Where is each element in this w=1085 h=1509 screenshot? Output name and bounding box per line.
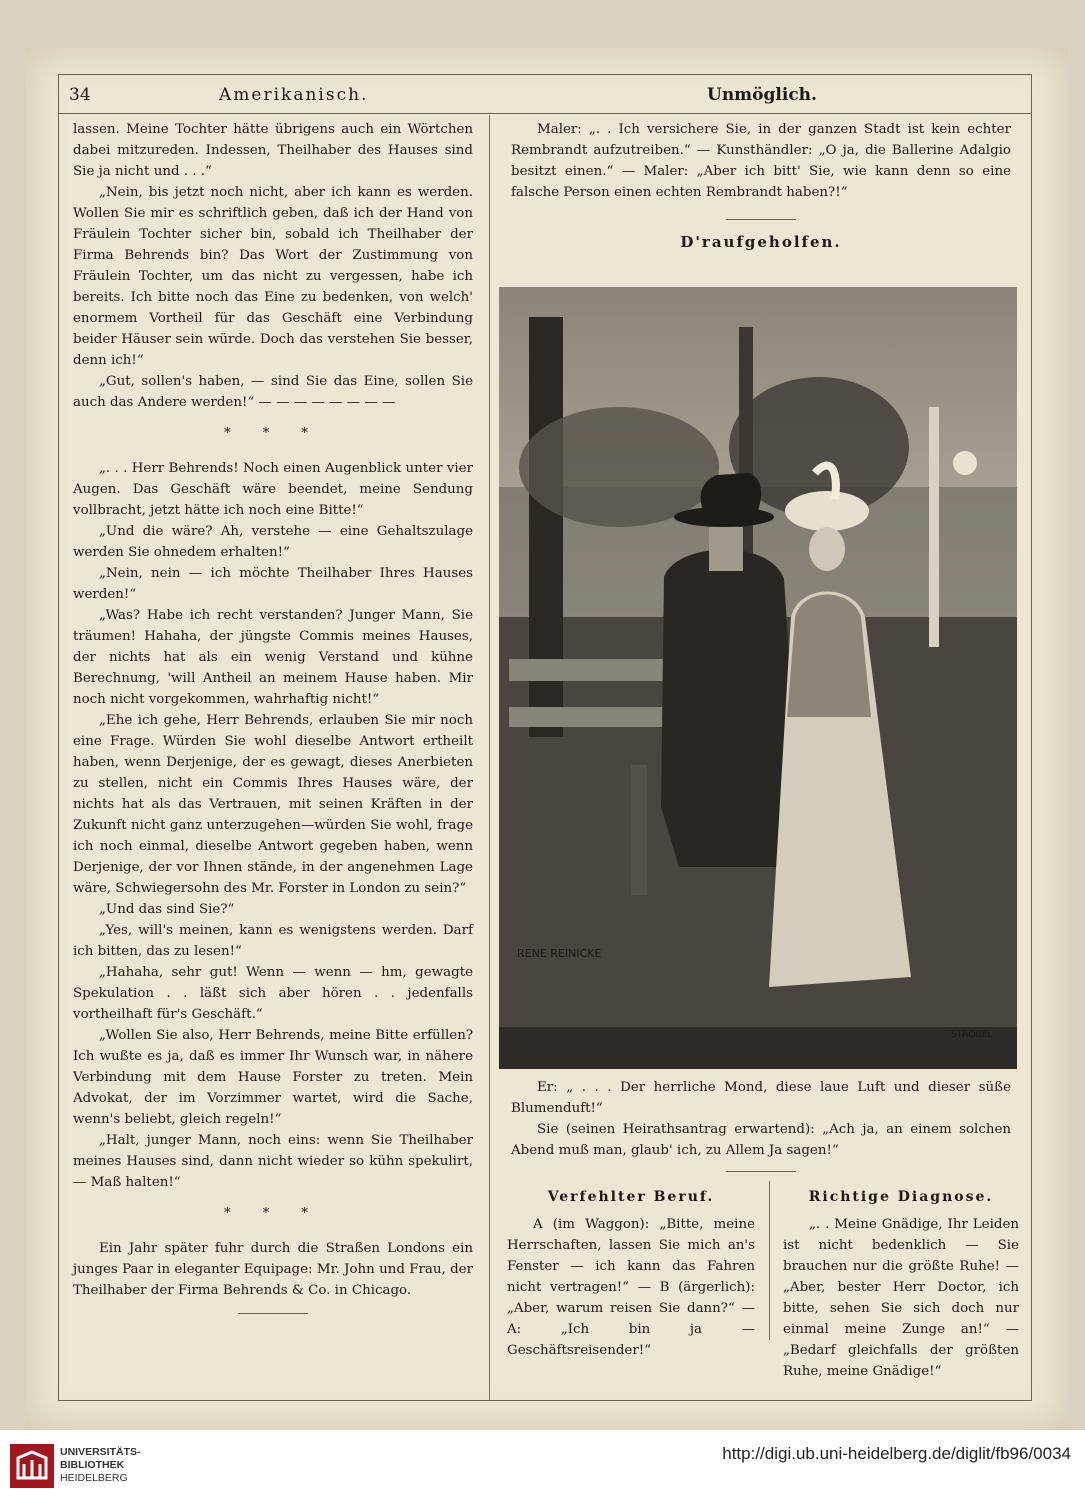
paragraph: „Und die wäre? Ah, verstehe — eine Gehaltszulage werden Sie ohnedem erhalten!“ <box>73 524 473 560</box>
paragraph: „Ehe ich gehe, Herr Behrends, erlauben Sie mir noch eine Frage. Würden Sie wohl dieselbe Antwort ertheilt haben, wenn Derjenige, der es gewagt, dieses Anerbieten zu stellen, nicht ein Commis Ihres Hauses wäre, der nichts hat als das Vertrauen, mit seinen Kräften in der Zukunft nicht ganz unterzugehen—würden Sie wohl, frage ich noch einmal, dieselbe Antwort gegeben haben, wenn Derjenige, der vor Ihnen stände, in der angenehmen Lage wäre, Schwiegersohn des Mr. Forster in London zu sein?“ <box>73 713 473 896</box>
anecdote-unmoeglich <box>511 119 1011 253</box>
paragraph: Ein Jahr später fuhr durch die Straßen Londons ein junges Paar in eleganter Equipage: Mr. John und Frau, der Theilhaber der Firma Behrends & Co. in Chicago. <box>73 1241 473 1298</box>
page-frame <box>58 74 1032 1401</box>
library-name-line: BIBLIOTHEK <box>60 1459 125 1471</box>
section-stars: * * * <box>224 1206 322 1221</box>
engraving-couple-icon <box>499 287 1017 1069</box>
paragraph: A (im Waggon): „Bitte, meine Herrschaften, lassen Sie mich an's Fenster — ich kann das Fahren nicht vertragen!“ — B (ärgerlich): „Aber, warum reisen Sie dann?“ — A: „Ich bin ja — Geschäftsreisender!“ <box>507 1217 755 1358</box>
library-name <box>60 1446 141 1485</box>
anecdote-verfehlter-beruf <box>507 1187 755 1361</box>
paragraph: „Was? Habe ich recht verstanden? Junger Mann, Sie träumen! Hahaha, der jüngste Commis meines Hauses, der nichts hat als ein wenig Verstand und kühne Berechnung, 'will Antheil an meinem Hause haben. Mir noch nicht vorgekommen, wahrhaftig nicht!“ <box>73 608 473 707</box>
anecdote-title: Richtige Diagnose. <box>808 1189 994 1205</box>
anecdote-title: Verfehlter Beruf. <box>547 1189 715 1205</box>
anecdote-richtige-diagnose <box>783 1187 1019 1382</box>
section-stars: * * * <box>224 426 322 441</box>
paragraph: lassen. Meine Tochter hätte übrigens auch ein Wörtchen dabei mitzureden. Indessen, Theilhaber des Hauses sind Sie ja nicht und . . .“ <box>73 122 473 179</box>
paragraph: Maler: „. . Ich versichere Sie, in der ganzen Stadt ist kein echter Rembrandt aufzutreiben.“ — Kunsthändler: „O ja, die Ballerine Adalgio besitzt einen.“ — Maler: „Aber ich bitt' Sie, wie kann denn so eine falsche Person einen echten Rembrandt haben?!“ <box>511 122 1011 200</box>
permalink-url[interactable]: http://digi.ub.uni-heidelberg.de/diglit/fb96/0034 <box>722 1444 1071 1463</box>
paragraph: „. . Meine Gnädige, Ihr Leiden ist nicht bedenklich — Sie brauchen nur die größte Ruhe! — „Aber, bester Herr Doctor, ich bitte, sehen Sie sich doch nur einmal meine Zunge an!“ — „Bedarf gleichfalls der größten Ruhe, meine Gnädige!“ <box>783 1217 1019 1379</box>
paragraph: „Wollen Sie also, Herr Behrends, meine Bitte erfüllen? Ich wußte es ja, daß es immer Ihr Wunsch war, in nähere Verbindung mit dem Hause Forster zu treten. Mein Advokat, der im Vorzimmer wartet, wird die Sache, wenn's beliebt, gleich regeln!“ <box>73 1028 473 1127</box>
paragraph: „Gut, sollen's haben, — sind Sie das Eine, sollen Sie auch das Andere werden!“ — — — — — — — — <box>73 374 473 410</box>
newspaper-page <box>26 48 1068 1430</box>
paragraph: „. . . Herr Behrends! Noch einen Augenblick unter vier Augen. Das Geschäft wäre beendet, meine Sendung vollbracht, jetzt hätte ich noch eine Bitte!“ <box>73 461 473 518</box>
library-footer <box>0 1430 1085 1509</box>
illustration-caption <box>511 1077 1011 1172</box>
library-name-line: HEIDELBERG <box>60 1472 128 1484</box>
running-title: Amerikanisch. <box>219 85 369 105</box>
paragraph: „Yes, will's meinen, kann es wenigstens werden. Darf ich bitten, das zu lesen!“ <box>73 923 473 959</box>
right-title: Unmöglich. <box>707 85 817 105</box>
page-number: 34 <box>69 85 91 105</box>
illustration-title: D'raufgeholfen. <box>680 233 842 251</box>
left-column <box>73 119 473 1314</box>
column-separator-bottom <box>769 1181 770 1340</box>
caption-line-sie: Sie (seinen Heirathsantrag erwartend): „Ach ja, an einem solchen Abend muß man, glaub' ich, zu Allem Ja sagen!“ <box>511 1122 1011 1158</box>
header-rule <box>59 113 1031 114</box>
column-separator <box>489 115 490 1400</box>
university-library-logo-icon <box>10 1444 54 1488</box>
end-rule <box>238 1313 308 1314</box>
library-name-line: UNIVERSITÄTS- <box>60 1446 141 1458</box>
caption-line-er: Er: „ . . . Der herrliche Mond, diese laue Luft und dieser süße Blumenduft!“ <box>511 1080 1011 1116</box>
paragraph: „Nein, bis jetzt noch nicht, aber ich kann es werden. Wollen Sie mir es schriftlich geben, daß ich der Hand von Fräulein Tochter sicher bin, sobald ich Theilhaber der Firma Behrends bin? Das Wort der Zustimmung von Fräulein Tochter, um das nicht zu vergessen, habe ich bereits. Ich bitte noch das Eine zu bedenken, von welch' enormem Vortheil für das Geschäft eine Verbindung beider Häuser sein würde. Doch das verstehen Sie besser, denn ich!“ <box>73 185 473 368</box>
paragraph: „Halt, junger Mann, noch eins: wenn Sie Theilhaber meines Hauses sind, dann nicht wieder so kühn spekulirt, — Maß halten!“ <box>73 1133 473 1190</box>
caption-rule <box>726 1171 796 1172</box>
artist-signature: RENE REINICKE <box>517 947 602 960</box>
section-rule <box>726 219 796 220</box>
paragraph: „Hahaha, sehr gut! Wenn — wenn — hm, gewagte Spekulation . . läßt sich aber hören . . jedenfalls vortheilhaft für's Geschäft.“ <box>73 965 473 1022</box>
engraver-signature: STROBEL <box>951 1030 993 1040</box>
paragraph: „Nein, nein — ich möchte Theilhaber Ihres Hauses werden!“ <box>73 566 473 602</box>
illustration <box>499 287 1017 1069</box>
paragraph: „Und das sind Sie?“ <box>99 902 235 917</box>
